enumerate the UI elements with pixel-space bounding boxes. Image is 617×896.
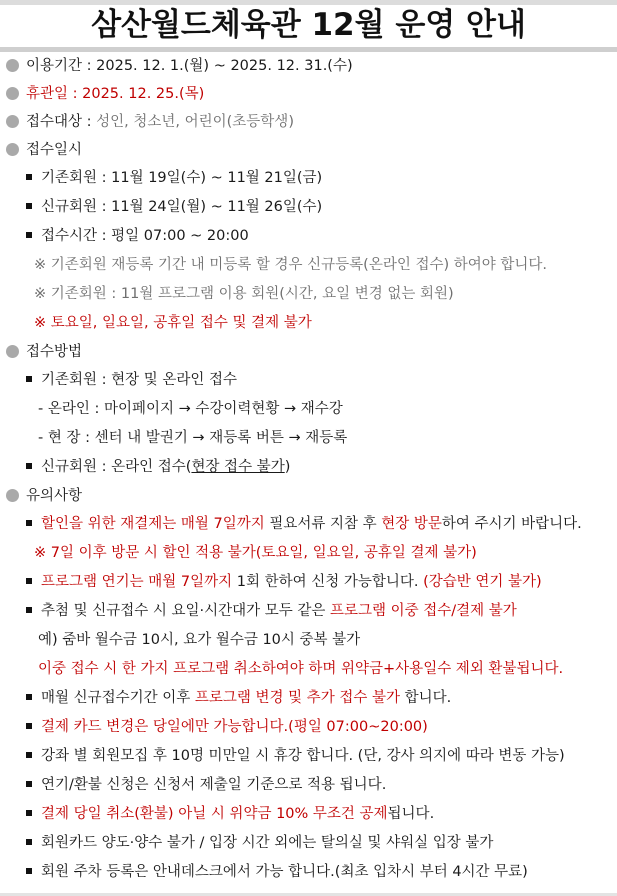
reception-schedule-heading: [4, 136, 617, 164]
usage-period-label: 이용기간 :: [26, 58, 97, 74]
page-title: 삼산월드체육관 12월 운영 안내: [91, 7, 526, 43]
note-card-change: [4, 713, 617, 742]
square-bullet-icon: [26, 203, 32, 209]
note-text: 회원 주차 등록은 안내데스크에서 가능 합니다.(최초 입차시 부터 4시간 무료): [41, 864, 528, 880]
note-red-text: 할인을 위한 재결제는 매월 7일까지: [41, 516, 265, 532]
reception-schedule-title: 접수일시: [26, 142, 83, 158]
method-onsite: - 현 장 : 센터 내 발권기 → 재등록 버튼 → 재등록: [38, 430, 348, 446]
note-red-text: 결제 카드 변경은 당일에만 가능합니다.(평일 07:00~20:00): [41, 719, 428, 735]
note-text: 강좌 별 회원모집 후 10명 미만일 시 휴강 합니다. (단, 강사 의지에 따라 변동 가능): [41, 748, 565, 764]
note-discount-repay: [4, 510, 617, 539]
schedule-label: 신규회원 :: [41, 199, 112, 215]
square-bullet-icon: [26, 868, 32, 874]
note-double-refund: 이중 접수 시 한 가지 프로그램 취소하여야 하며 위약금+사용일수 제외 환불됩니다.: [38, 661, 564, 677]
note-red-text: 프로그램 연기는 매월 7일까지: [41, 574, 233, 590]
note-text: 매월 신규접수기간 이후: [41, 690, 195, 706]
usage-period-value: 2025. 12. 1.(월) ~ 2025. 12. 31.(수): [96, 58, 353, 74]
square-bullet-icon: [26, 376, 32, 382]
closed-day-label: 휴관일 :: [26, 86, 83, 102]
note-text: 회원카드 양도·양수 불가 / 입장 시간 외에는 탈의실 및 샤워실 입장 불가: [41, 835, 494, 851]
circle-bullet-icon: [6, 87, 19, 100]
method-existing: [4, 366, 617, 395]
note-red-text: 프로그램 이중 접수/결제 불가: [330, 603, 517, 619]
square-bullet-icon: [26, 174, 32, 180]
note-text: 연기/환불 신청은 신청서 제출일 기준으로 적용 됩니다.: [41, 777, 387, 793]
reception-note-weekend: ※ 토요일, 일요일, 공휴일 접수 및 결제 불가: [34, 315, 312, 331]
reception-note-reregister: ※ 기존회원 재등록 기간 내 미등록 할 경우 신규등록(온라인 접수) 하여야 합니다.: [34, 257, 547, 273]
note-refund-date: [4, 771, 617, 800]
reception-method-heading: [4, 338, 617, 366]
square-bullet-icon: [26, 232, 32, 238]
circle-bullet-icon: [6, 115, 19, 128]
note-red-text: 프로그램 변경 및 추가 접수 불가: [194, 690, 401, 706]
square-bullet-icon: [26, 752, 32, 758]
schedule-existing-members: [4, 164, 617, 193]
schedule-label: 접수시간 :: [41, 228, 112, 244]
circle-bullet-icon: [6, 489, 19, 502]
schedule-value: 11월 24일(월) ~ 11월 26일(수): [111, 199, 323, 215]
note-red-text: 현장 방문: [381, 516, 442, 532]
note-text: 합니다.: [400, 690, 452, 706]
note-member-card: [4, 829, 617, 858]
method-existing-text: 기존회원 : 현장 및 온라인 접수: [41, 372, 238, 388]
schedule-reception-hours: [4, 222, 617, 251]
reception-method-title: 접수방법: [26, 344, 83, 360]
usage-period: [4, 52, 617, 80]
note-double-example: 예) 줌바 월수금 10시, 요가 월수금 10시 중복 불가: [38, 632, 361, 648]
circle-bullet-icon: [6, 143, 19, 156]
reception-target: [4, 108, 617, 136]
note-text: 1회 한하여 신청 가능합니다.: [232, 574, 424, 590]
reception-target-value: 성인, 청소년, 어린이(초등학생): [96, 114, 294, 130]
method-new-suffix: ): [284, 459, 291, 475]
circle-bullet-icon: [6, 59, 19, 72]
square-bullet-icon: [26, 839, 32, 845]
note-discount-sub: ※ 7일 이후 방문 시 할인 적용 불가(토요일, 일요일, 공휴일 결제 불가): [34, 545, 477, 561]
note-red-text: 결제 당일 취소(환불) 아닐 시 위약금 10% 무조건 공제: [41, 806, 388, 822]
notes-title: 유의사항: [26, 488, 83, 504]
circle-bullet-icon: [6, 345, 19, 358]
closed-day: [4, 80, 617, 108]
notice-content: [0, 52, 617, 887]
note-penalty: [4, 800, 617, 829]
note-program-change: [4, 684, 617, 713]
square-bullet-icon: [26, 723, 32, 729]
note-text: 하여 주시기 바랍니다.: [441, 516, 582, 532]
note-postpone: [4, 568, 617, 597]
schedule-value: 11월 19일(수) ~ 11월 21일(금): [111, 170, 323, 186]
method-new-text: 신규회원 : 온라인 접수(: [41, 459, 192, 475]
note-class-cancel: [4, 742, 617, 771]
reception-note-existing-definition: ※ 기존회원 : 11월 프로그램 이용 회원(시간, 요일 변경 없는 회원): [34, 286, 454, 302]
notes-heading: [4, 482, 617, 510]
note-red-text: (강습반 연기 불가): [423, 574, 542, 590]
method-new: [4, 453, 617, 482]
note-parking: [4, 858, 617, 887]
method-online: - 온라인 : 마이페이지 → 수강이력현황 → 재수강: [38, 401, 343, 417]
reception-target-label: 접수대상 :: [26, 114, 97, 130]
square-bullet-icon: [26, 463, 32, 469]
square-bullet-icon: [26, 520, 32, 526]
square-bullet-icon: [26, 607, 32, 613]
square-bullet-icon: [26, 578, 32, 584]
note-text: 필요서류 지참 후: [264, 516, 382, 532]
note-text: 추첨 및 신규접수 시 요일·시간대가 모두 같은: [41, 603, 330, 619]
schedule-value: 평일 07:00 ~ 20:00: [111, 228, 249, 244]
square-bullet-icon: [26, 694, 32, 700]
schedule-label: 기존회원 :: [41, 170, 112, 186]
closed-day-value: 2025. 12. 25.(목): [82, 86, 205, 102]
note-double-registration: [4, 597, 617, 626]
note-text: 됩니다.: [387, 806, 435, 822]
square-bullet-icon: [26, 810, 32, 816]
schedule-new-members: [4, 193, 617, 222]
method-new-underlined: 현장 접수 불가: [191, 459, 285, 475]
square-bullet-icon: [26, 781, 32, 787]
